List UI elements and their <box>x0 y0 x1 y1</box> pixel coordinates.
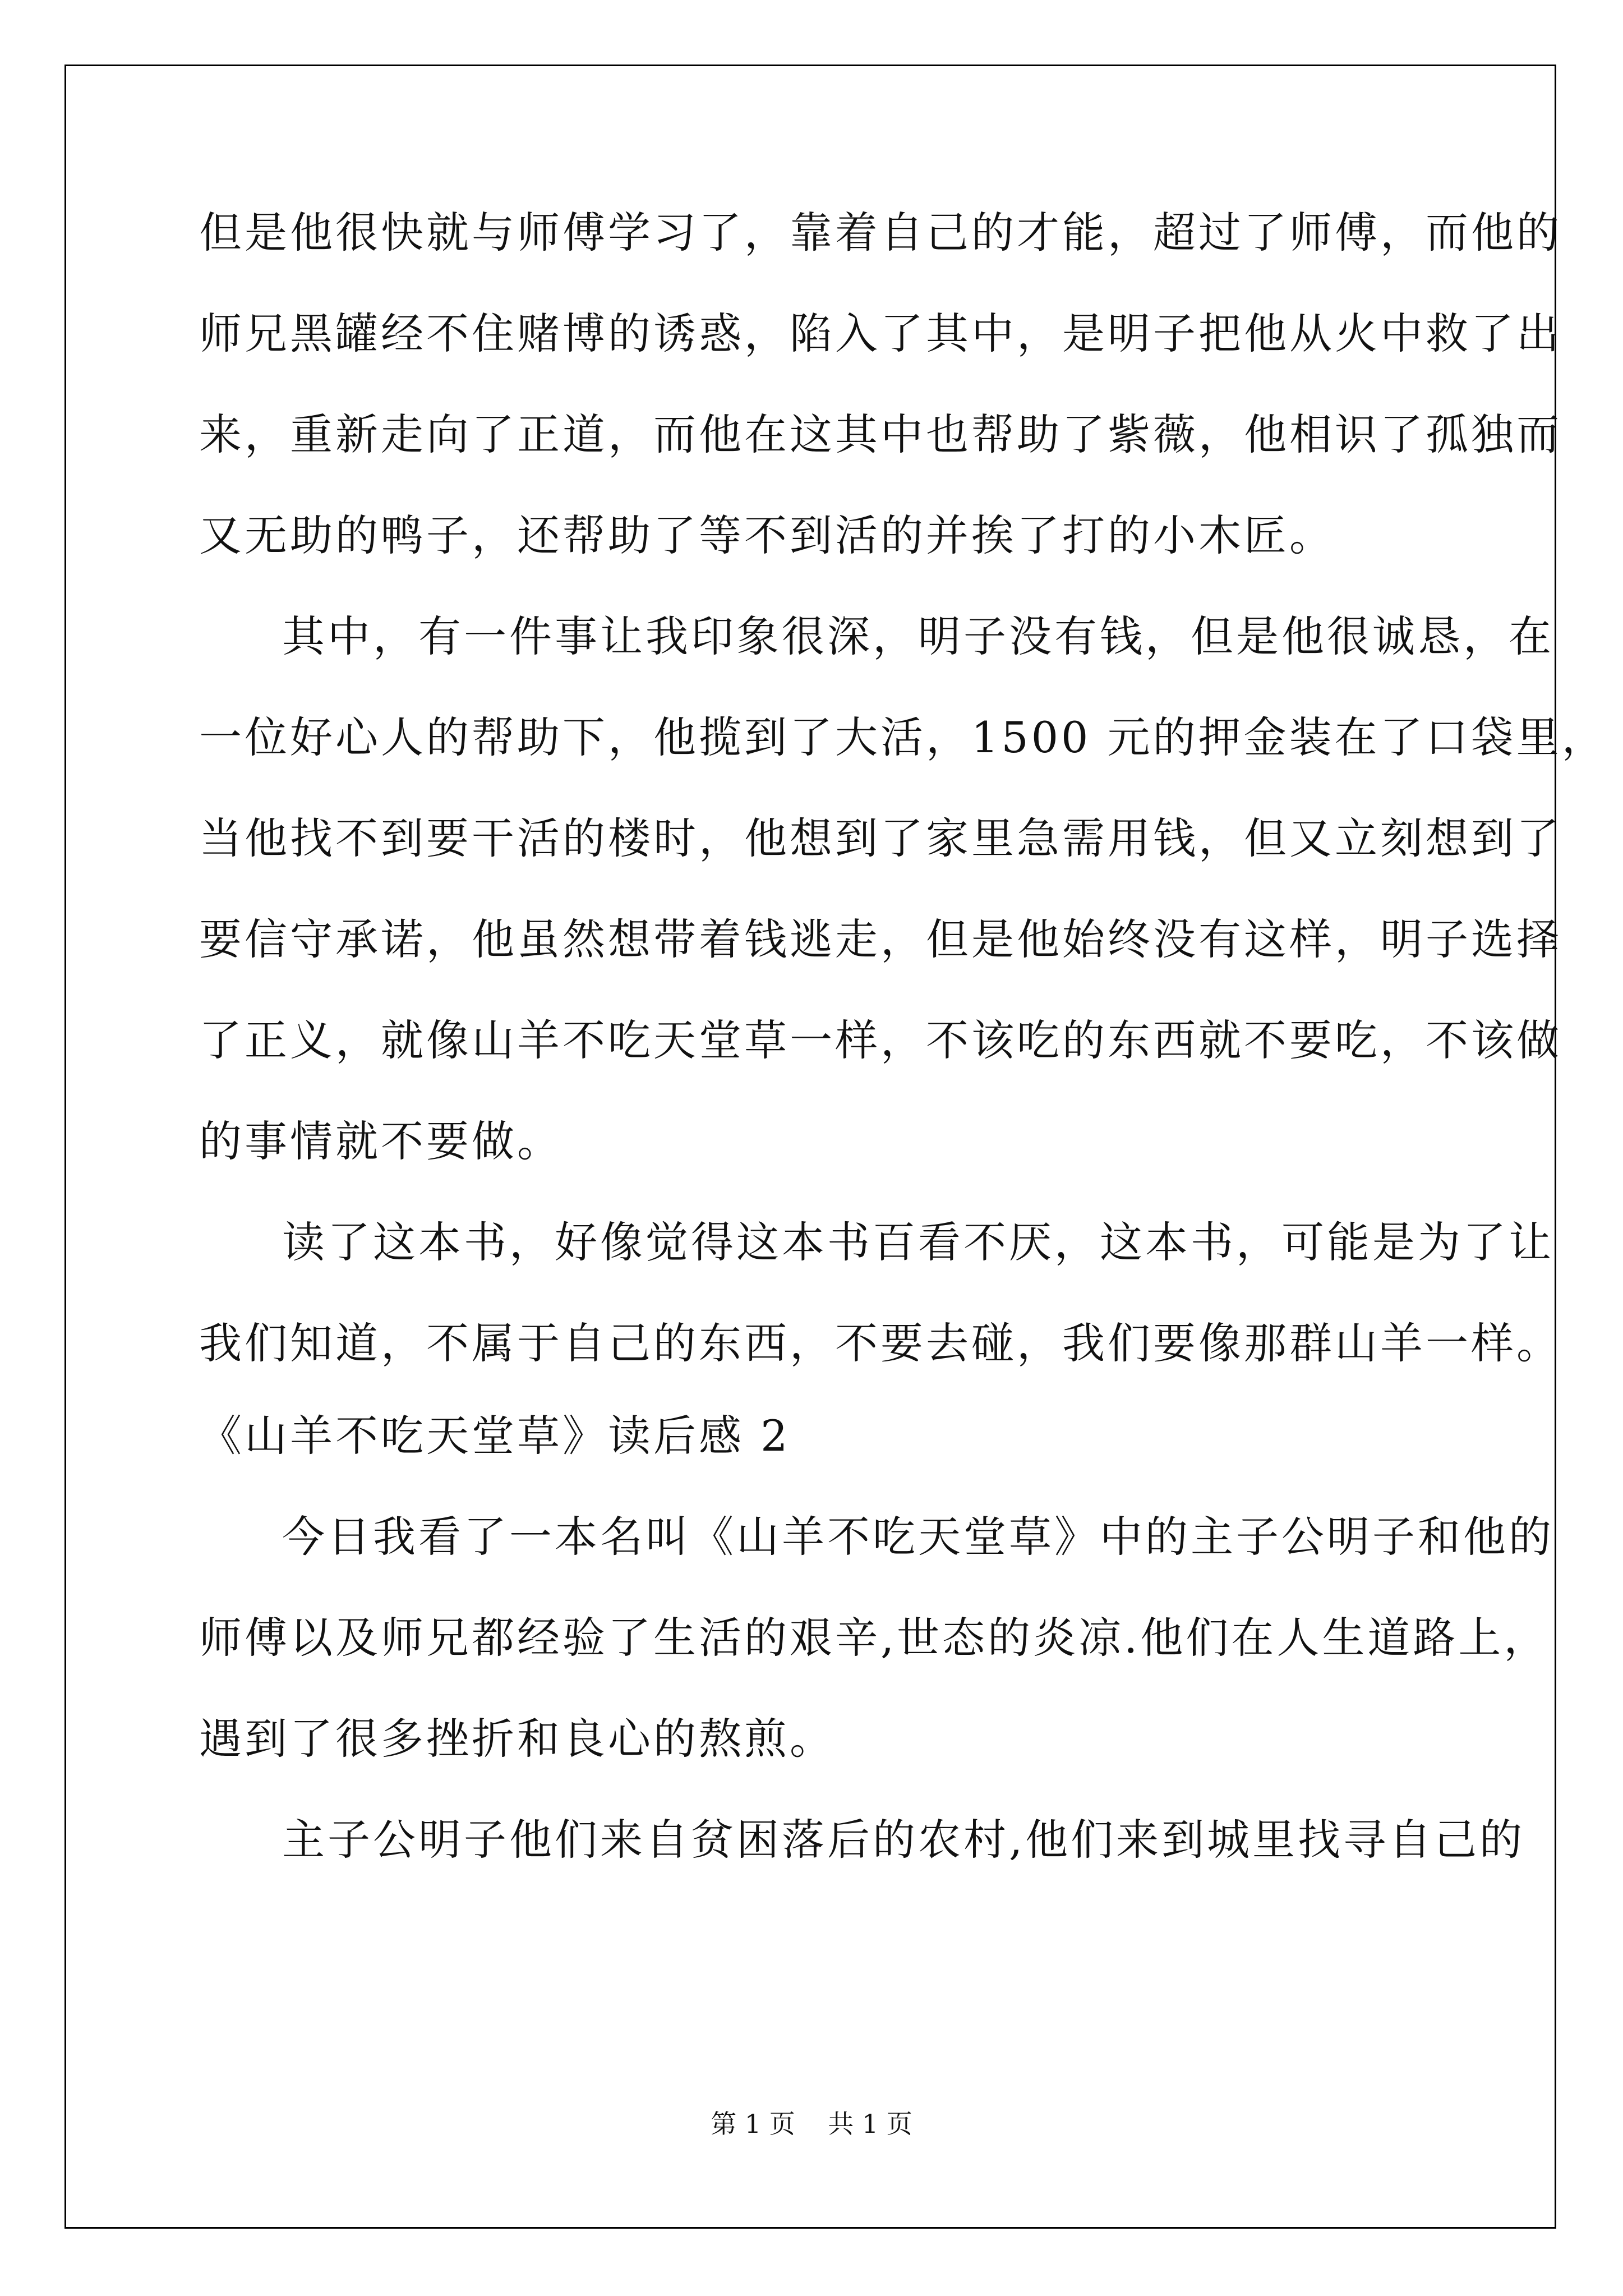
text-line: 师兄黑罐经不住赌博的诱惑，陷入了其中，是明子把他从火中救了出 <box>199 309 1562 358</box>
text-line: 来，重新走向了正道，而他在这其中也帮助了紫薇，他相识了孤独而 <box>199 409 1562 459</box>
text-line: 当他找不到要干活的楼时，他想到了家里急需用钱，但又立刻想到了 <box>199 813 1562 863</box>
text-line: 又无助的鸭子，还帮助了等不到活的并挨了打的小木匠。 <box>199 510 1335 560</box>
text-line: 遇到了很多挫折和良心的熬煎。 <box>199 1714 835 1764</box>
page-number-footer: 第 1 页 共 1 页 <box>711 2109 912 2139</box>
paragraph-start-line: 主子公明子他们来自贫困落后的农村,他们来到城里找寻自己的 <box>282 1815 1525 1865</box>
text-line: 我们知道，不属于自己的东西，不要去碰，我们要像那群山羊一样。 <box>199 1318 1562 1368</box>
paragraph-start-line: 其中，有一件事让我印象很深，明子没有钱，但是他很诚恳，在 <box>282 611 1554 661</box>
text-line: 要信守承诺，他虽然想带着钱逃走，但是他始终没有这样，明子选择 <box>199 914 1562 964</box>
section-heading: 《山羊不吃天堂草》读后感 2 <box>199 1411 791 1461</box>
text-line: 但是他很快就与师傅学习了，靠着自己的才能，超过了师傅，而他的 <box>199 208 1562 257</box>
paragraph-start-line: 今日我看了一本名叫《山羊不吃天堂草》中的主子公明子和他的 <box>282 1512 1554 1562</box>
paragraph-start-line: 读了这本书，好像觉得这本书百看不厌，这本书，可能是为了让 <box>282 1217 1554 1267</box>
text-line: 的事情就不要做。 <box>199 1116 562 1166</box>
text-line: 了正义，就像山羊不吃天堂草一样，不该吃的东西就不要吃，不该做 <box>199 1015 1562 1065</box>
text-line: 一位好心人的帮助下，他揽到了大活，1500 元的押金装在了口袋里， <box>199 712 1607 762</box>
text-line: 师傅以及师兄都经验了生活的艰辛,世态的炎凉.他们在人生道路上， <box>199 1613 1550 1663</box>
